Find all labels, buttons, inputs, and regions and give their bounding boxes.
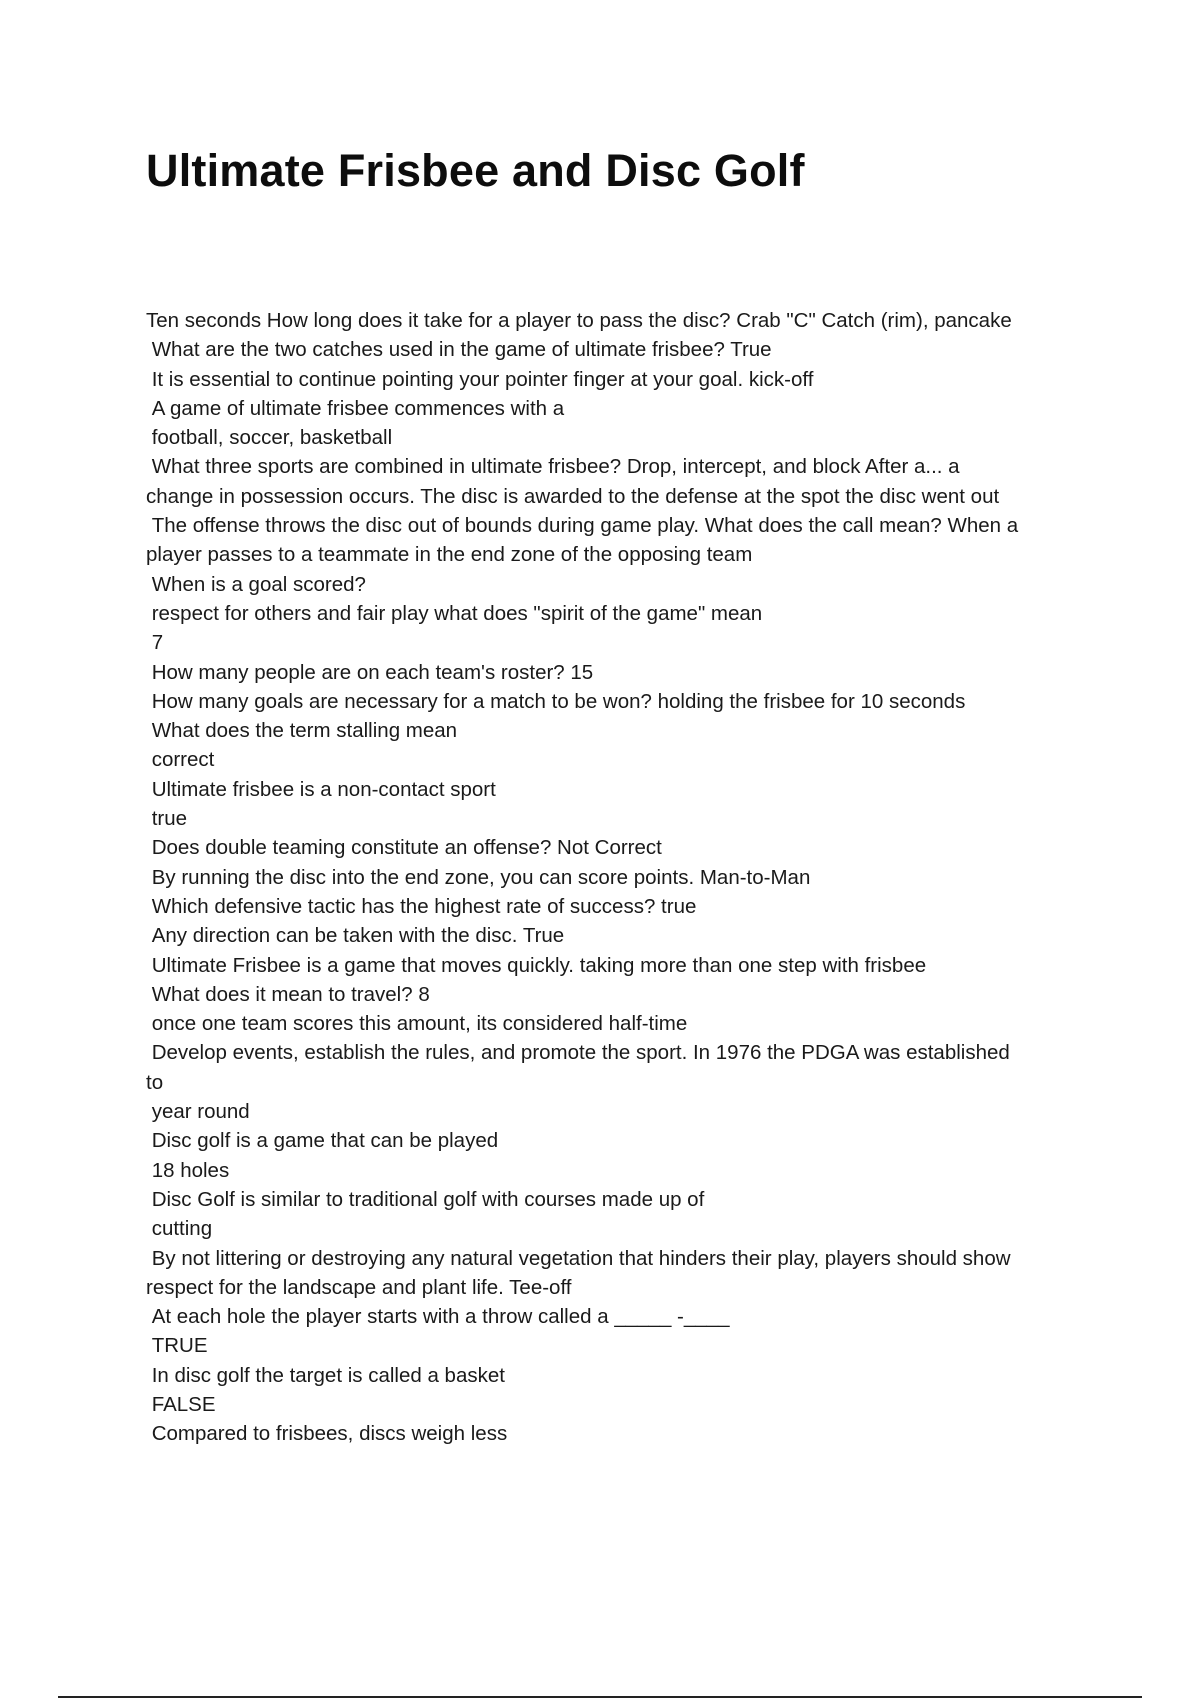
text-line: cutting	[146, 1217, 213, 1241]
text-line: What does the term stalling mean	[146, 719, 458, 743]
text-line: 18 holes	[146, 1158, 230, 1182]
text-line: What does it mean to travel? 8	[146, 982, 430, 1006]
footer-divider	[58, 1696, 1142, 1698]
text-line: In disc golf the target is called a basket	[146, 1363, 505, 1387]
text-line: Disc golf is a game that can be played	[146, 1129, 499, 1153]
text-line: When is a goal scored?	[146, 572, 366, 596]
text-line: 7	[146, 631, 164, 655]
text-line: Ten seconds How long does it take for a player to pass the disc? Crab "C" Catch (rim), pancake	[146, 309, 1012, 332]
text-line: TRUE	[146, 1334, 208, 1358]
text-line: Ultimate frisbee is a non-contact sport	[146, 777, 496, 801]
text-line: What are the two catches used in the game of ultimate frisbee? True	[146, 338, 772, 362]
text-line: Develop events, establish the rules, and promote the sport. In 1976 the PDGA was established	[146, 1041, 1010, 1065]
text-line: respect for the landscape and plant life. Tee-off	[146, 1275, 572, 1299]
text-line: Does double teaming constitute an offense? Not Correct	[146, 836, 662, 860]
text-line: Which defensive tactic has the highest rate of success? true	[146, 894, 697, 918]
text-line: What three sports are combined in ultimate frisbee? Drop, intercept, and block After a... a	[146, 455, 960, 479]
text-line: Compared to frisbees, discs weigh less	[146, 1422, 508, 1446]
text-line: How many people are on each team's roster? 15	[146, 660, 594, 684]
text-line: FALSE	[146, 1392, 216, 1416]
text-line: A game of ultimate frisbee commences with a	[146, 396, 565, 420]
text-line: to	[146, 1070, 164, 1094]
text-line: The offense throws the disc out of bounds during game play. What does the call mean? When a	[146, 514, 1019, 538]
text-line: At each hole the player starts with a throw called a _____ -____	[146, 1305, 730, 1329]
text-line: change in possession occurs. The disc is awarded to the defense at the spot the disc went out	[146, 484, 1000, 508]
text-line: football, soccer, basketball	[146, 426, 393, 450]
text-line: year round	[146, 1100, 250, 1124]
text-line: true	[146, 807, 188, 831]
text-line: How many goals are necessary for a match to be won? holding the frisbee for 10 seconds	[146, 689, 966, 713]
text-line: player passes to a teammate in the end zone of the opposing team	[146, 543, 753, 567]
text-line: Any direction can be taken with the disc. True	[146, 924, 565, 948]
text-line: By running the disc into the end zone, you can score points. Man-to-Man	[146, 865, 811, 889]
text-line: Ultimate Frisbee is a game that moves quickly. taking more than one step with frisbee	[146, 953, 927, 977]
document-title: Ultimate Frisbee and Disc Golf	[146, 145, 805, 196]
text-line: once one team scores this amount, its considered half-time	[146, 1012, 688, 1036]
text-line: It is essential to continue pointing your pointer finger at your goal. kick-off	[146, 367, 814, 391]
document-body	[146, 306, 1096, 1449]
text-line: By not littering or destroying any natural vegetation that hinders their play, players should show	[146, 1246, 1011, 1270]
text-line: correct	[146, 748, 215, 772]
text-line: Disc Golf is similar to traditional golf with courses made up of	[146, 1187, 705, 1211]
text-line: respect for others and fair play what does "spirit of the game" mean	[146, 601, 763, 625]
